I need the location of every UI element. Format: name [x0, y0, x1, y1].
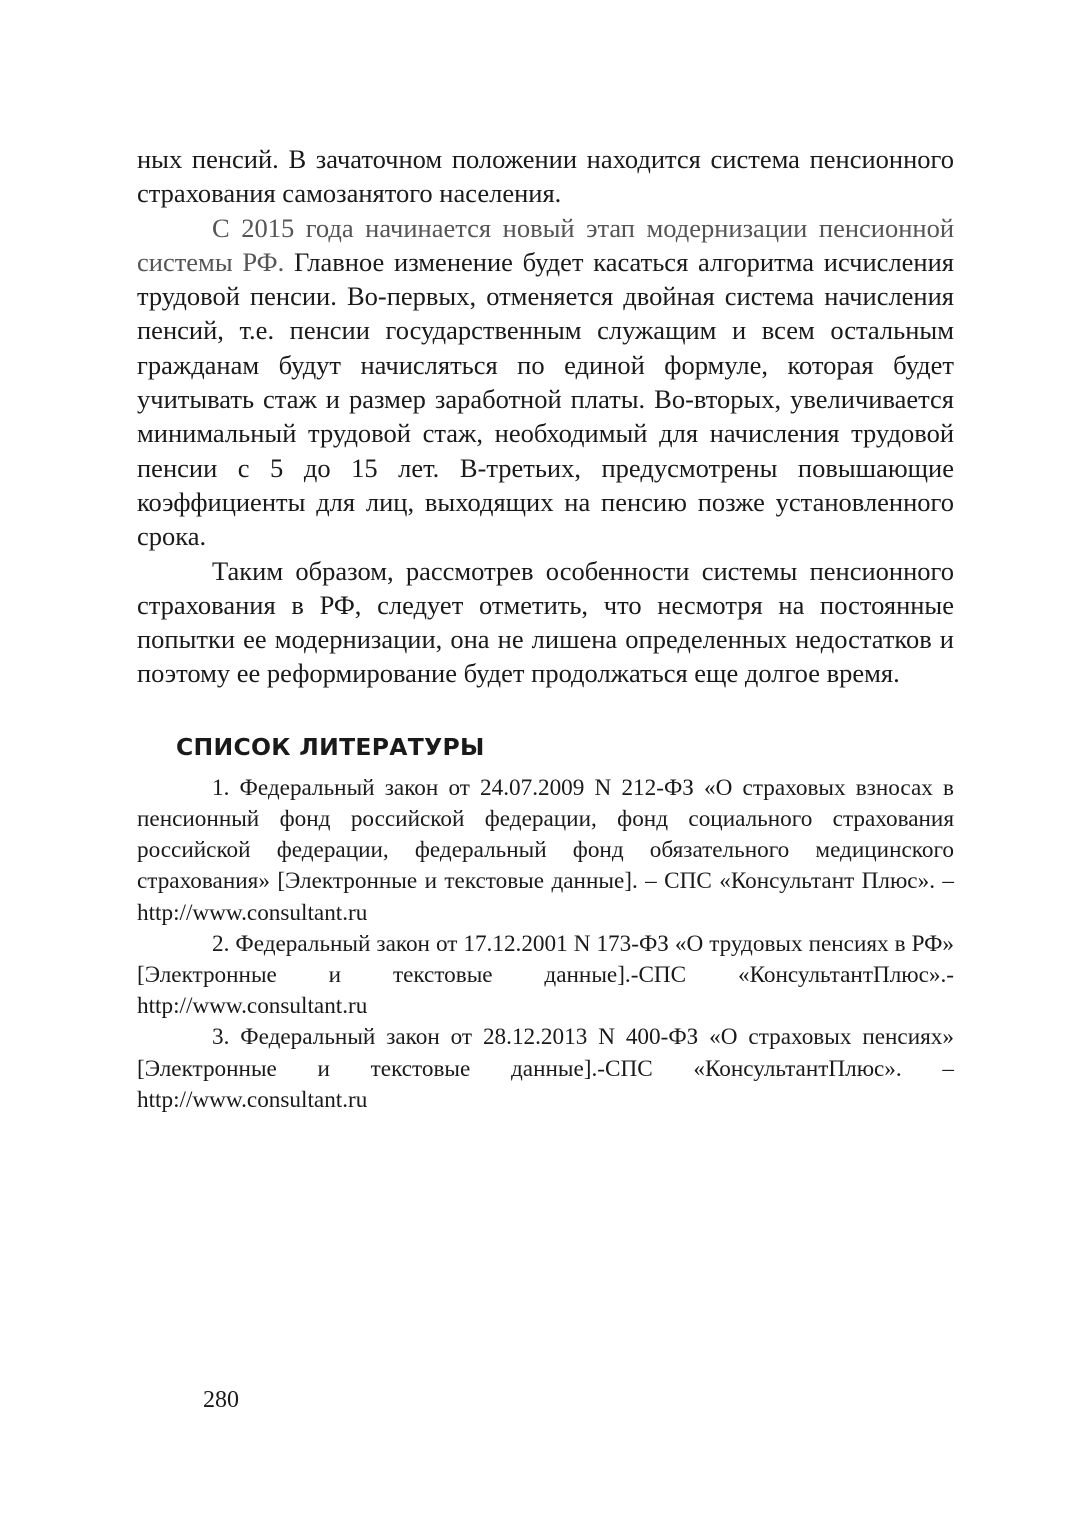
paragraph-modernization-lead: С 2015 года начинается новый этап модернизации пенсионной системы РФ.	[137, 212, 954, 277]
paragraph-modernization-body: Главное изменение будет касаться алгоритма исчисления трудовой пенсии. Во-первых, отменяется двойная система начисления пенсий, т.е. пенсии государственным служащим и всем остальным гражданам будут начисляться по единой формуле, которая будет учитывать стаж и размер заработной платы. Во-вторых, увеличивается минимальный трудовой стаж, необходимый для начисления трудовой пенсии с 5 до 15 лет. В-третьих, предусмотрены повышающие коэффициенты для лиц, выходящих на пенсию позже установленного срока.	[137, 246, 954, 552]
paragraph-conclusion: Таким образом, рассмотрев особенности системы пенсионного страхования в РФ, следует отметить, что несмотря на постоянные попытки ее модернизации, она не лишена определенных недостатков и поэтому ее реформирование будет продолжаться еще долгое время.	[137, 555, 954, 689]
page-number: 280	[203, 1387, 239, 1413]
references-heading: СПИСОК ЛИТЕРАТУРЫ	[176, 732, 485, 761]
reference-item: 1. Федеральный закон от 24.07.2009 N 212-ФЗ «О страховых взносах в пенсионный фонд российской федерации, фонд социального страхования российской федерации, федеральный фонд обязательного медицинского страхования» [Электронные и текстовые данные]. – СПС «Консультант Плюс». – http://www.consultant.ru	[137, 774, 954, 926]
paragraph-modernization	[137, 211, 954, 554]
reference-item: 2. Федеральный закон от 17.12.2001 N 173-ФЗ «О трудовых пенсиях в РФ» [Электронные и текстовые данные].-СПС «КонсультантПлюс».-http://www.consultant.ru	[137, 930, 954, 1020]
reference-item: 3. Федеральный закон от 28.12.2013 N 400-ФЗ «О страховых пенсиях» [Электронные и текстовые данные].-СПС «КонсультантПлюс». – http://www.consultant.ru	[137, 1024, 954, 1113]
body-text	[137, 142, 954, 691]
references-list	[137, 773, 954, 1116]
paragraph-continuation: ных пенсий. В зачаточном положении находится система пенсионного страхования самозанятого населения.	[137, 144, 954, 209]
document-page	[137, 142, 954, 1116]
